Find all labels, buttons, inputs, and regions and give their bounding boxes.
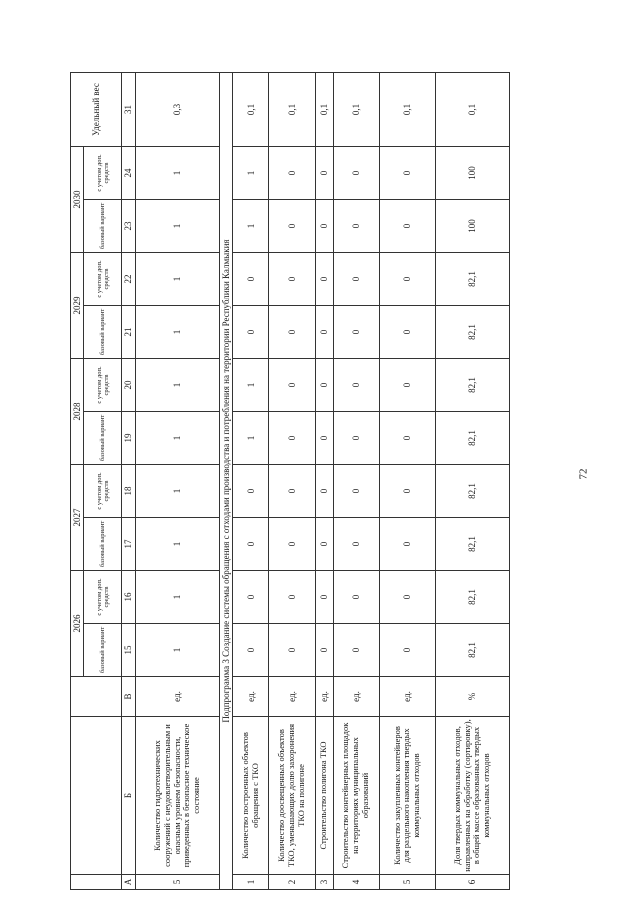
- value-cell: 0: [333, 412, 379, 465]
- value-cell: 1: [135, 253, 219, 306]
- value-cell: 0: [269, 359, 315, 412]
- value-cell: 0: [333, 359, 379, 412]
- share-header: Удельный вес: [71, 73, 122, 147]
- year-header: 2030: [71, 147, 84, 253]
- variant-extra-header: с учетом доп. средств: [84, 253, 122, 306]
- index-cell: 21: [122, 306, 135, 359]
- value-cell: 0: [315, 147, 333, 200]
- value-cell: 0: [379, 147, 435, 200]
- table-row: [435, 73, 509, 890]
- value-cell: 0: [233, 624, 269, 677]
- variant-extra-header: с учетом доп. средств: [84, 571, 122, 624]
- value-cell: 0: [315, 571, 333, 624]
- year-header: 2027: [71, 465, 84, 571]
- row-number: 5: [135, 875, 219, 890]
- value-cell: 82,1: [435, 518, 509, 571]
- index-cell: 16: [122, 571, 135, 624]
- value-cell: 1: [233, 147, 269, 200]
- value-cell: 0: [269, 465, 315, 518]
- row-number: 3: [315, 875, 333, 890]
- share-cell: 0,1: [379, 73, 435, 147]
- subprogram-title: Подпрограмма 3 Создание системы обращения с отходами производства и потребления на территории Республики Калмыкия: [219, 73, 232, 890]
- value-cell: 100: [435, 147, 509, 200]
- value-cell: 0: [379, 624, 435, 677]
- value-cell: 1: [135, 359, 219, 412]
- indicator-name: Количество доосвещенных объектов ТКО, уменьшающих долю захоронения ТКО на полигоне: [269, 717, 315, 875]
- value-cell: 0: [315, 200, 333, 253]
- value-cell: 0: [269, 571, 315, 624]
- year-header: 2028: [71, 359, 84, 465]
- variant-extra-header: с учетом доп. средств: [84, 465, 122, 518]
- value-cell: 0: [379, 253, 435, 306]
- row-number: 4: [333, 875, 379, 890]
- header-years-row: [71, 73, 84, 890]
- row-number: 2: [269, 875, 315, 890]
- value-cell: 0: [269, 518, 315, 571]
- value-cell: 0: [269, 200, 315, 253]
- value-cell: 0: [315, 412, 333, 465]
- table-row: [135, 73, 219, 890]
- share-cell: 0,1: [435, 73, 509, 147]
- value-cell: 82,1: [435, 465, 509, 518]
- value-cell: 0: [269, 306, 315, 359]
- variant-base-header: базовый вариант: [84, 518, 122, 571]
- value-cell: 0: [315, 624, 333, 677]
- indicator-name: Строительство контейнерных площадок на территориях муниципальных образований: [333, 717, 379, 875]
- value-cell: 0: [379, 465, 435, 518]
- value-cell: 0: [233, 571, 269, 624]
- index-row: [122, 73, 135, 890]
- value-cell: 0: [333, 518, 379, 571]
- indicator-name: Количество закупленных контейнеров для раздельного накопления твердых коммунальных отходов: [379, 717, 435, 875]
- index-cell: 19: [122, 412, 135, 465]
- unit-cell: ед.: [315, 677, 333, 717]
- value-cell: 0: [333, 571, 379, 624]
- value-cell: 82,1: [435, 571, 509, 624]
- row-number: 1: [233, 875, 269, 890]
- value-cell: 0: [233, 306, 269, 359]
- indicator-name: Количество гидротехнических сооружений с неудовлетворительным и опасным уровнем безопасности, приведенных в безопасное техническое состояние: [135, 717, 219, 875]
- share-cell: 0,1: [333, 73, 379, 147]
- value-cell: 100: [435, 200, 509, 253]
- value-cell: 82,1: [435, 253, 509, 306]
- table-row: [333, 73, 379, 890]
- value-cell: 1: [135, 200, 219, 253]
- unit-cell: ед.: [233, 677, 269, 717]
- share-cell: 0,3: [135, 73, 219, 147]
- index-cell: 20: [122, 359, 135, 412]
- value-cell: 1: [135, 571, 219, 624]
- value-cell: 1: [135, 412, 219, 465]
- value-cell: 1: [135, 518, 219, 571]
- value-cell: 0: [333, 253, 379, 306]
- value-cell: 1: [135, 306, 219, 359]
- index-cell: 17: [122, 518, 135, 571]
- value-cell: 0: [333, 624, 379, 677]
- table-row: [315, 73, 333, 890]
- value-cell: 0: [379, 571, 435, 624]
- value-cell: 0: [233, 465, 269, 518]
- value-cell: 0: [379, 518, 435, 571]
- value-cell: 0: [333, 306, 379, 359]
- value-cell: 1: [233, 359, 269, 412]
- share-cell: 0,1: [233, 73, 269, 147]
- value-cell: 0: [269, 412, 315, 465]
- value-cell: 0: [315, 359, 333, 412]
- unit-cell: ед.: [379, 677, 435, 717]
- value-cell: 82,1: [435, 306, 509, 359]
- value-cell: 1: [233, 200, 269, 253]
- value-cell: 1: [135, 465, 219, 518]
- index-cell: 22: [122, 253, 135, 306]
- value-cell: 0: [379, 200, 435, 253]
- year-header: 2026: [71, 571, 84, 677]
- unit-cell: %: [435, 677, 509, 717]
- unit-cell: ед.: [135, 677, 219, 717]
- value-cell: 0: [315, 253, 333, 306]
- value-cell: 1: [135, 624, 219, 677]
- value-cell: 1: [135, 147, 219, 200]
- variant-base-header: базовый вариант: [84, 624, 122, 677]
- index-cell: А: [122, 875, 135, 890]
- value-cell: 0: [269, 253, 315, 306]
- index-cell: 31: [122, 73, 135, 147]
- value-cell: 0: [315, 465, 333, 518]
- value-cell: 0: [333, 147, 379, 200]
- unit-cell: ед.: [269, 677, 315, 717]
- year-header: 2029: [71, 253, 84, 359]
- variant-base-header: базовый вариант: [84, 412, 122, 465]
- value-cell: 0: [379, 412, 435, 465]
- index-cell: В: [122, 677, 135, 717]
- table-row: [379, 73, 435, 890]
- variant-base-header: базовый вариант: [84, 200, 122, 253]
- index-cell: 15: [122, 624, 135, 677]
- value-cell: 82,1: [435, 412, 509, 465]
- share-cell: 0,1: [269, 73, 315, 147]
- index-cell: Б: [122, 717, 135, 875]
- value-cell: 0: [333, 465, 379, 518]
- index-cell: 23: [122, 200, 135, 253]
- variant-extra-header: с учетом доп. средств: [84, 147, 122, 200]
- index-cell: 18: [122, 465, 135, 518]
- value-cell: 0: [269, 147, 315, 200]
- value-cell: 0: [233, 253, 269, 306]
- value-cell: 82,1: [435, 624, 509, 677]
- value-cell: 1: [233, 412, 269, 465]
- value-cell: 0: [379, 359, 435, 412]
- indicator-name: Строительство полигона ТКО: [315, 717, 333, 875]
- index-cell: 24: [122, 147, 135, 200]
- variant-extra-header: с учетом доп. средств: [84, 359, 122, 412]
- value-cell: 0: [233, 518, 269, 571]
- share-cell: 0,1: [315, 73, 333, 147]
- value-cell: 0: [315, 306, 333, 359]
- value-cell: 0: [333, 200, 379, 253]
- value-cell: 0: [269, 624, 315, 677]
- page-number: 72: [577, 468, 590, 480]
- indicator-name: Доля твердых коммунальных отходов, направленных на обработку (сортировку), в общей массе образованных твердых коммунальных отходов: [435, 717, 509, 875]
- value-cell: 82,1: [435, 359, 509, 412]
- indicators-table: [70, 72, 510, 890]
- row-number: 5: [379, 875, 435, 890]
- subprogram-row: [219, 73, 232, 890]
- table-row: [269, 73, 315, 890]
- rotated-page: [70, 83, 510, 890]
- row-number: 6: [435, 875, 509, 890]
- variant-base-header: базовый вариант: [84, 306, 122, 359]
- value-cell: 0: [315, 518, 333, 571]
- unit-cell: ед.: [333, 677, 379, 717]
- table-row: [233, 73, 269, 890]
- value-cell: 0: [379, 306, 435, 359]
- indicator-name: Количество построенных объектов обращения с ТКО: [233, 717, 269, 875]
